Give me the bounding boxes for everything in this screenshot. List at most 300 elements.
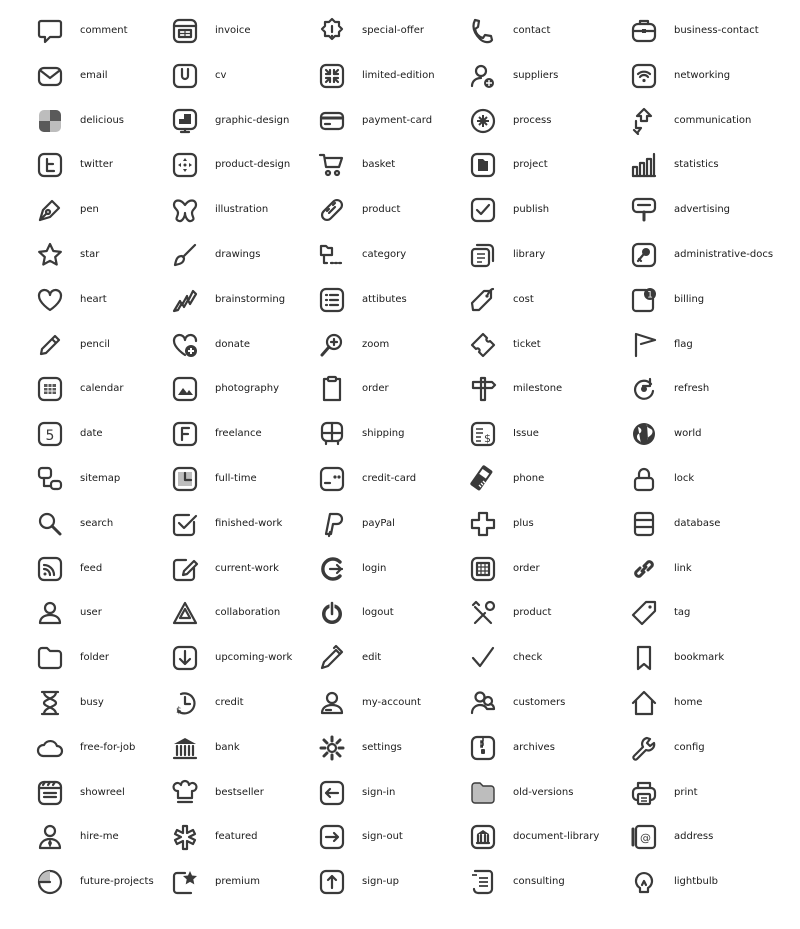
icon-entry-publish	[469, 188, 609, 232]
icon-label: suppliers	[513, 70, 559, 81]
donate-icon	[171, 331, 199, 359]
icon-entry-showreel	[36, 771, 176, 815]
icon-entry-phone	[469, 457, 609, 501]
twitter-icon	[36, 151, 64, 179]
icon-entry-shipping	[318, 412, 458, 456]
icon-entry-administrative-docs	[630, 233, 790, 277]
order-grid-icon	[469, 555, 497, 583]
bank-icon	[171, 734, 199, 762]
icon-entry-payment-card	[318, 99, 458, 143]
icon-label: folder	[80, 652, 110, 663]
business-contact-icon	[630, 17, 658, 45]
icon-label: shipping	[362, 428, 405, 439]
address-icon	[630, 823, 658, 851]
icon-entry-sitemap	[36, 457, 176, 501]
icon-entry-old-versions	[469, 771, 609, 815]
icon-label: upcoming-work	[215, 652, 293, 663]
upcoming-work-icon	[171, 644, 199, 672]
svg-text:@: @	[640, 831, 651, 845]
my-account-icon	[318, 689, 346, 717]
statistics-icon	[630, 151, 658, 179]
bookmark-icon	[630, 644, 658, 672]
showreel-icon	[36, 779, 64, 807]
icon-label: tag	[674, 607, 691, 618]
icon-entry-print	[630, 771, 790, 815]
icon-entry-ticket	[469, 323, 609, 367]
icon-entry-date	[36, 412, 176, 456]
plus-icon	[469, 510, 497, 538]
icon-label: feed	[80, 563, 103, 574]
icon-entry-bookmark	[630, 636, 790, 680]
icon-label: full-time	[215, 473, 257, 484]
collaboration-icon	[171, 599, 199, 627]
icon-label: photography	[215, 383, 280, 394]
premium-icon	[171, 868, 199, 896]
icon-entry-cv	[171, 54, 311, 98]
icon-label: sign-in	[362, 787, 396, 798]
icon-entry-future-projects	[36, 860, 176, 904]
icon-label: address	[674, 831, 714, 842]
icon-label: lock	[674, 473, 695, 484]
calendar-icon	[36, 375, 64, 403]
icon-entry-donate	[171, 323, 311, 367]
icon-entry-order	[469, 547, 609, 591]
credit-card-icon	[318, 465, 346, 493]
icon-entry-featured	[171, 815, 311, 859]
bestseller-icon	[171, 779, 199, 807]
flag-icon	[630, 331, 658, 359]
icon-entry-invoice	[171, 9, 311, 53]
icon-label: product	[362, 204, 401, 215]
icon-entry-sign-up	[318, 860, 458, 904]
icon-label: phone	[513, 473, 545, 484]
icon-label: showreel	[80, 787, 125, 798]
icon-entry-advertising	[630, 188, 790, 232]
icon-entry-illustration	[171, 188, 311, 232]
icon-entry-business-contact	[630, 9, 790, 53]
icon-entry-tag	[630, 591, 790, 635]
icon-label: pen	[80, 204, 99, 215]
icon-label: calendar	[80, 383, 124, 394]
free-for-job-icon	[36, 734, 64, 762]
icon-label: special-offer	[362, 25, 424, 36]
icon-label: search	[80, 518, 114, 529]
ticket-icon	[469, 331, 497, 359]
cv-icon	[171, 62, 199, 90]
settings-icon	[318, 734, 346, 762]
attributes-icon	[318, 286, 346, 314]
icon-entry-graphic-design	[171, 99, 311, 143]
archives-icon	[469, 734, 497, 762]
icon-label: order	[362, 383, 389, 394]
refresh-icon	[630, 375, 658, 403]
icon-entry-order	[318, 367, 458, 411]
icon-entry-billing	[630, 278, 790, 322]
icon-entry-pen	[36, 188, 176, 232]
icon-label: comment	[80, 25, 128, 36]
icon-label: bank	[215, 742, 240, 753]
home-icon	[630, 689, 658, 717]
icon-label: pencil	[80, 339, 110, 350]
icon-label: cv	[215, 70, 227, 81]
icon-label: busy	[80, 697, 104, 708]
icon-label: config	[674, 742, 705, 753]
icon-label: illustration	[215, 204, 269, 215]
icon-entry-special-offer	[318, 9, 458, 53]
icon-label: refresh	[674, 383, 710, 394]
icon-label: advertising	[674, 204, 731, 215]
icon-entry-flag	[630, 323, 790, 367]
old-versions-icon	[469, 779, 497, 807]
icon-entry-freelance	[171, 412, 311, 456]
customers-icon	[469, 689, 497, 717]
product-pill-icon	[318, 196, 346, 224]
full-time-icon	[171, 465, 199, 493]
icon-label: bookmark	[674, 652, 725, 663]
icon-entry-contact	[469, 9, 609, 53]
config-icon	[630, 734, 658, 762]
world-icon	[630, 420, 658, 448]
icon-entry-limited-edition	[318, 54, 458, 98]
icon-entry-my-account	[318, 681, 458, 725]
icon-entry-folder	[36, 636, 176, 680]
cost-icon	[469, 286, 497, 314]
icon-label: old-versions	[513, 787, 574, 798]
icon-label: user	[80, 607, 102, 618]
email-icon	[36, 62, 64, 90]
icon-entry-sign-in	[318, 771, 458, 815]
hire-me-icon	[36, 823, 64, 851]
icon-entry-process	[469, 99, 609, 143]
icon-label: administrative-docs	[674, 249, 774, 260]
pen-icon	[36, 196, 64, 224]
icon-label: document-library	[513, 831, 600, 842]
icon-label: database	[674, 518, 721, 529]
icon-label: sign-up	[362, 876, 399, 887]
icon-entry-customers	[469, 681, 609, 725]
icon-entry-lock	[630, 457, 790, 501]
icon-entry-archives	[469, 726, 609, 770]
icon-label: attibutes	[362, 294, 407, 305]
icon-label: contact	[513, 25, 551, 36]
icon-entry-database	[630, 502, 790, 546]
icon-entry-user	[36, 591, 176, 635]
icon-label: heart	[80, 294, 107, 305]
icon-label: library	[513, 249, 546, 260]
icon-entry-premium	[171, 860, 311, 904]
icon-label: settings	[362, 742, 402, 753]
icon-label: consulting	[513, 876, 565, 887]
icon-entry-communication	[630, 99, 790, 143]
icon-label: login	[362, 563, 387, 574]
limited-edition-icon	[318, 62, 346, 90]
svg-text:5: 5	[45, 428, 55, 444]
icon-label: edit	[362, 652, 382, 663]
icon-entry-heart	[36, 278, 176, 322]
sitemap-icon	[36, 465, 64, 493]
icon-entry-credit-card	[318, 457, 458, 501]
edit-icon	[318, 644, 346, 672]
icon-label: premium	[215, 876, 260, 887]
icon-label: zoom	[362, 339, 390, 350]
icon-label: payPal	[362, 518, 395, 529]
icon-label: email	[80, 70, 108, 81]
icon-entry-home	[630, 681, 790, 725]
icon-label: sitemap	[80, 473, 121, 484]
icon-entry-document-library	[469, 815, 609, 859]
delicious-icon	[36, 107, 64, 135]
product-design-icon	[171, 151, 199, 179]
icon-entry-lightbulb	[630, 860, 790, 904]
payment-card-icon	[318, 107, 346, 135]
icon-entry-hire-me	[36, 815, 176, 859]
icon-entry-finished-work	[171, 502, 311, 546]
icon-label: category	[362, 249, 407, 260]
lightbulb-icon	[630, 868, 658, 896]
billing-icon	[630, 286, 658, 314]
illustration-icon	[171, 196, 199, 224]
consulting-icon	[469, 868, 497, 896]
zoom-icon	[318, 331, 346, 359]
icon-entry-config	[630, 726, 790, 770]
icon-entry-calendar	[36, 367, 176, 411]
icon-label: freelance	[215, 428, 262, 439]
busy-icon	[36, 689, 64, 717]
icon-label: drawings	[215, 249, 261, 260]
icon-entry-logout	[318, 591, 458, 635]
brainstorming-icon	[171, 286, 199, 314]
icon-entry-comment	[36, 9, 176, 53]
icon-label: hire-me	[80, 831, 119, 842]
milestone-icon	[469, 375, 497, 403]
icon-entry-statistics	[630, 143, 790, 187]
icon-entry-credit	[171, 681, 311, 725]
icon-entry-issue	[469, 412, 609, 456]
icon-label: donate	[215, 339, 251, 350]
icon-label: business-contact	[674, 25, 759, 36]
publish-icon	[469, 196, 497, 224]
logout-icon	[318, 599, 346, 627]
paypal-icon	[318, 510, 346, 538]
icon-entry-address	[630, 815, 790, 859]
icon-label: communication	[674, 115, 752, 126]
icon-entry-star	[36, 233, 176, 277]
icon-entry-category	[318, 233, 458, 277]
category-icon	[318, 241, 346, 269]
icon-label: twitter	[80, 159, 113, 170]
sign-out-icon	[318, 823, 346, 851]
icon-label: flag	[674, 339, 693, 350]
drawings-icon	[171, 241, 199, 269]
icon-entry-suppliers	[469, 54, 609, 98]
icon-label: check	[513, 652, 543, 663]
icon-label: product	[513, 607, 552, 618]
icon-label: free-for-job	[80, 742, 136, 753]
issue-icon	[469, 420, 497, 448]
icon-entry-brainstorming	[171, 278, 311, 322]
icon-entry-free-for-job	[36, 726, 176, 770]
icon-entry-full-time	[171, 457, 311, 501]
icon-entry-drawings	[171, 233, 311, 277]
freelance-icon	[171, 420, 199, 448]
icon-label: plus	[513, 518, 534, 529]
svg-text:$: $	[484, 432, 491, 445]
icon-entry-bestseller	[171, 771, 311, 815]
icon-entry-busy	[36, 681, 176, 725]
icon-entry-world	[630, 412, 790, 456]
star-icon	[36, 241, 64, 269]
database-icon	[630, 510, 658, 538]
print-icon	[630, 779, 658, 807]
icon-label: delicious	[80, 115, 124, 126]
icon-entry-feed	[36, 547, 176, 591]
icon-label: bestseller	[215, 787, 264, 798]
icon-label: current-work	[215, 563, 279, 574]
icon-entry-check	[469, 636, 609, 680]
icon-label: product-design	[215, 159, 291, 170]
icon-entry-sign-out	[318, 815, 458, 859]
graphic-design-icon	[171, 107, 199, 135]
icon-entry-networking	[630, 54, 790, 98]
library-icon	[469, 241, 497, 269]
comment-icon	[36, 17, 64, 45]
icon-label: project	[513, 159, 548, 170]
icon-label: link	[674, 563, 692, 574]
product-tools-icon	[469, 599, 497, 627]
icon-entry-collaboration	[171, 591, 311, 635]
icon-entry-pencil	[36, 323, 176, 367]
icon-label: print	[674, 787, 698, 798]
icon-entry-product	[469, 591, 609, 635]
icon-label: milestone	[513, 383, 563, 394]
phone-icon	[469, 465, 497, 493]
icon-entry-delicious	[36, 99, 176, 143]
shipping-icon	[318, 420, 346, 448]
icon-label: sign-out	[362, 831, 403, 842]
project-icon	[469, 151, 497, 179]
networking-icon	[630, 62, 658, 90]
credit-icon	[171, 689, 199, 717]
search-icon	[36, 510, 64, 538]
photography-icon	[171, 375, 199, 403]
icon-label: limited-edition	[362, 70, 435, 81]
svg-text:1: 1	[647, 290, 653, 301]
icon-label: Issue	[513, 428, 539, 439]
check-icon	[469, 644, 497, 672]
process-icon	[469, 107, 497, 135]
icon-entry-photography	[171, 367, 311, 411]
icon-label: networking	[674, 70, 731, 81]
suppliers-icon	[469, 62, 497, 90]
login-icon	[318, 555, 346, 583]
icon-entry-search	[36, 502, 176, 546]
icon-entry-edit	[318, 636, 458, 680]
icon-label: date	[80, 428, 103, 439]
icon-entry-project	[469, 143, 609, 187]
icon-label: credit-card	[362, 473, 417, 484]
icon-entry-link	[630, 547, 790, 591]
icon-entry-consulting	[469, 860, 609, 904]
icon-entry-product	[318, 188, 458, 232]
icon-entry-milestone	[469, 367, 609, 411]
icon-label: payment-card	[362, 115, 433, 126]
user-icon	[36, 599, 64, 627]
icon-label: invoice	[215, 25, 251, 36]
icon-entry-paypal	[318, 502, 458, 546]
basket-icon	[318, 151, 346, 179]
sign-up-icon	[318, 868, 346, 896]
icon-entry-cost	[469, 278, 609, 322]
icon-label: featured	[215, 831, 258, 842]
icon-entry-email	[36, 54, 176, 98]
icon-entry-twitter	[36, 143, 176, 187]
icon-label: basket	[362, 159, 396, 170]
icon-label: order	[513, 563, 540, 574]
icon-entry-refresh	[630, 367, 790, 411]
icon-label: publish	[513, 204, 550, 215]
document-library-icon	[469, 823, 497, 851]
current-work-icon	[171, 555, 199, 583]
icon-label: credit	[215, 697, 244, 708]
icon-label: graphic-design	[215, 115, 290, 126]
pencil-icon	[36, 331, 64, 359]
icon-label: logout	[362, 607, 394, 618]
lock-icon	[630, 465, 658, 493]
communication-icon	[630, 107, 658, 135]
svg-text:$: $	[176, 706, 182, 716]
icon-entry-current-work	[171, 547, 311, 591]
feed-icon	[36, 555, 64, 583]
icon-label: my-account	[362, 697, 421, 708]
icon-label: home	[674, 697, 703, 708]
icon-entry-bank	[171, 726, 311, 770]
folder-icon	[36, 644, 64, 672]
icon-entry-library	[469, 233, 609, 277]
icon-label: future-projects	[80, 876, 154, 887]
icon-label: finished-work	[215, 518, 283, 529]
icon-entry-plus	[469, 502, 609, 546]
icon-entry-attibutes	[318, 278, 458, 322]
icon-label: lightbulb	[674, 876, 718, 887]
icon-label: star	[80, 249, 100, 260]
icon-entry-product-design	[171, 143, 311, 187]
icon-label: statistics	[674, 159, 719, 170]
icon-label: process	[513, 115, 552, 126]
featured-icon	[171, 823, 199, 851]
icon-label: billing	[674, 294, 705, 305]
date-icon	[36, 420, 64, 448]
invoice-icon	[171, 17, 199, 45]
tag-icon	[630, 599, 658, 627]
finished-work-icon	[171, 510, 199, 538]
link-icon	[630, 555, 658, 583]
order-clipboard-icon	[318, 375, 346, 403]
advertising-icon	[630, 196, 658, 224]
sign-in-icon	[318, 779, 346, 807]
icon-label: collaboration	[215, 607, 281, 618]
icon-entry-basket	[318, 143, 458, 187]
icon-label: brainstorming	[215, 294, 286, 305]
future-projects-icon	[36, 868, 64, 896]
icon-entry-zoom	[318, 323, 458, 367]
heart-icon	[36, 286, 64, 314]
icon-entry-settings	[318, 726, 458, 770]
icon-label: customers	[513, 697, 566, 708]
icon-entry-upcoming-work	[171, 636, 311, 680]
special-offer-icon	[318, 17, 346, 45]
icon-label: ticket	[513, 339, 541, 350]
icon-label: cost	[513, 294, 534, 305]
